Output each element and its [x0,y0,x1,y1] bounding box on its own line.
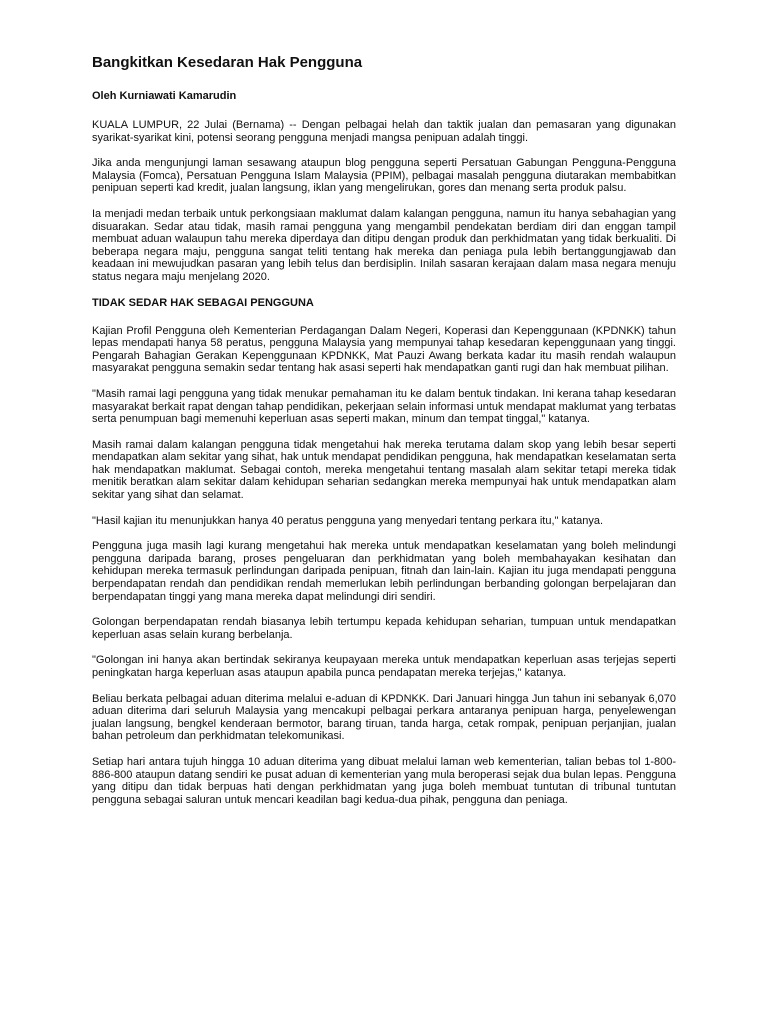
paragraph: "Hasil kajian itu menunjukkan hanya 40 peratus pengguna yang menyedari tentang perkara itu," katanya. [92,514,604,527]
document-page [92,54,676,819]
paragraph: KUALA LUMPUR, 22 Julai (Bernama) -- Dengan pelbagai helah dan taktik jualan dan pemasaran yang digunakan syarikat-syarikat kini, potensi seorang pengguna menjadi mangsa penipuan adalah tinggi. [92,119,676,144]
paragraph: Masih ramai dalam kalangan pengguna tidak mengetahui hak mereka terutama dalam skop yang lebih besar seperti mendapatkan alam sekitar yang sihat, hak untuk mendapat pendidikan pengguna, hak mendapatkan keselamatan serta hak mendapatkan maklumat. Sebagai contoh, mereka mengetahui tentang masalah alam sekitar tetapi mereka tidak menitik beratkan alam sekitar dalam kehidupan seharian sedangkan mereka mempunyai hak untuk mendapatkan alam sekitar yang sihat dan selamat. [92,438,676,502]
article-title: Bangkitkan Kesedaran Hak Pengguna [92,54,363,71]
paragraph: Golongan berpendapatan rendah biasanya lebih tertumpu kepada kehidupan seharian, tumpuan untuk mendapatkan keperluan asas selain kurang berbelanja. [92,616,676,641]
paragraph: Jika anda mengunjungi laman sesawang ataupun blog pengguna seperti Persatuan Gabungan Pengguna-Pengguna Malaysia (Fomca), Persatuan Pengguna Islam Malaysia (PPIM), pelbagai masalah pengguna diutarakan membabitkan penipuan seperti kad kredit, jualan langsung, iklan yang mengelirukan, gores dan menang serta produk palsu. [92,157,676,195]
paragraph: "Masih ramai lagi pengguna yang tidak menukar pemahaman itu ke dalam bentuk tindakan. Ini kerana tahap kesedaran masyarakat berkait rapat dengan tahap pendidikan, pekerjaan selain informasi untuk mendapat maklumat yang terbatas serta penumpuan bagi memenuhi keperluan asas seperti makan, minum dan tempat tinggal," katanya. [92,387,676,426]
article-byline: Oleh Kurniawati Kamarudin [92,90,237,102]
paragraph: Ia menjadi medan terbaik untuk perkongsiaan maklumat dalam kalangan pengguna, namun itu hanya sebahagian yang disuarakan. Sedar atau tidak, masih ramai pengguna yang mengambil pendekatan berdiam diri dan enggan tampil membuat aduan walaupun tahu mereka diperdaya dan ditipu dengan produk dan perkhidmatan yang tidak berkualiti. Di beberapa negara maju, pengguna sangat teliti tentang hak mereka dan peniaga pula lebih bertanggungjawab dan keadaan ini mewujudkan pasaran yang lebih telus dan berdisiplin. Inilah sasaran kerajaan dalam masa negara menuju status negara maju menjelang 2020. [92,207,676,283]
paragraph: "Golongan ini hanya akan bertindak sekiranya keupayaan mereka untuk mendapatkan keperluan asas terjejas seperti peningkatan harga keperluan asas ataupun apabila punca pendapatan mereka terjejas," katanya. [92,654,676,679]
paragraph: Beliau berkata pelbagai aduan diterima melalui e-aduan di KPDNKK. Dari Januari hingga Jun tahun ini sebanyak 6,070 aduan diterima dari seluruh Malaysia yang mencakupi pelbagai perkara antaranya penipuan harga, penyelewengan jualan langsung, bengkel kenderaan bermotor, barang tiruan, tanda harga, cetak rompak, penipuan perjanjian, jualan bahan petroleum dan perkhidmatan telekomunikasi. [92,692,676,743]
paragraph: Setiap hari antara tujuh hingga 10 aduan diterima yang dibuat melalui laman web kementerian, talian bebas tol 1-800-886-800 ataupun datang sendiri ke pusat aduan di kementerian yang mula beroperasi sejak dua bulan lepas. Pengguna yang ditipu dan tidak berpuas hati dengan perkhidmatan yang juga boleh membuat tuntutan di tribunal tuntutan pengguna sebagai saluran untuk mencari keadilan bagi kedua-dua pihak, pengguna dan peniaga. [92,755,676,806]
paragraph: Pengguna juga masih lagi kurang mengetahui hak mereka untuk mendapatkan keselamatan yang boleh melindungi pengguna daripada barang, proses pengeluaran dan perkhidmatan yang boleh membahayakan kesihatan dan kehidupan mereka termasuk perlindungan daripada penipuan, fitnah dan lain-lain. Kajian itu juga mendapati pengguna berpendapatan rendah dan pendidikan rendah memerlukan lebih perlindungan berbanding golongan berpelajaran dan berpendapatan tinggi yang mana mereka dapat melindungi diri sendiri. [92,540,676,603]
section-subheading: TIDAK SEDAR HAK SEBAGAI PENGGUNA [92,296,314,309]
paragraph: Kajian Profil Pengguna oleh Kementerian Perdagangan Dalam Negeri, Koperasi dan Kepenggunaan (KPDNKK) tahun lepas mendapati hanya 58 peratus, pengguna Malaysia yang mempunyai tahap kesedaran kepenggunaan yang tinggi. Pengarah Bahagian Gerakan Kepenggunaan KPDNKK, Mat Pauzi Awang berkata kadar itu masih rendah walaupun masyarakat pengguna semakin sedar tentang hak asasi seperti hak mendapatkan ganti rugi dan hak membuat pilihan. [92,324,676,375]
